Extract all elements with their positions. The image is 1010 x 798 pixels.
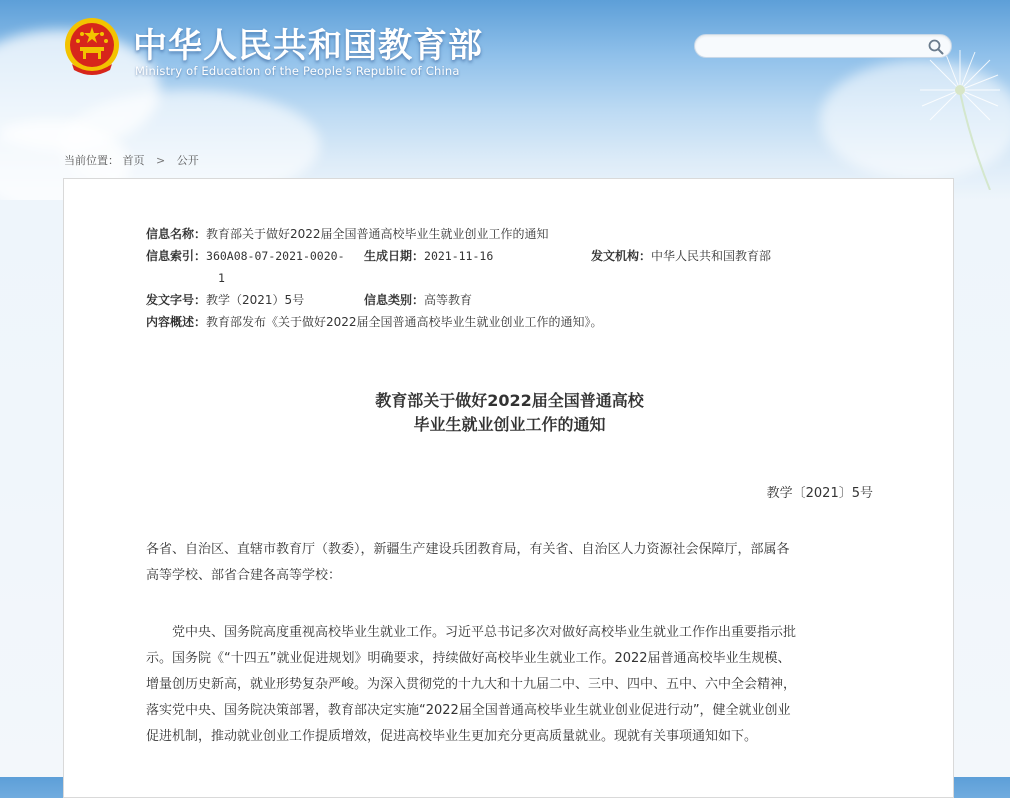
body-line: 党中央、国务院高度重视高校毕业生就业工作。习近平总书记多次对做好高校毕业生就业工作作出重要指示批 [146,625,797,640]
breadcrumb-label: 当前位置： [64,154,119,167]
info-table [146,223,846,333]
search-box [694,34,952,58]
info-docno-value: 教学（2021）5号 [206,293,305,307]
dandelion-decoration [890,40,1010,190]
search-input[interactable] [705,37,919,57]
info-category-value: 高等教育 [424,293,473,307]
body-line: 增量创历史新高，就业形势复杂严峻。为深入贯彻党的十九大和十九届二中、三中、四中、五中、六中全会精神， [146,677,797,692]
content-panel [63,178,954,798]
search-icon[interactable] [927,38,945,56]
info-category-label: 信息类别： [364,293,425,307]
site-subtitle: Ministry of Education of the People's Republic of China [135,64,460,78]
site-title: 中华人民共和国教育部 [133,26,483,66]
info-org-label: 发文机构： [591,249,652,263]
document-number: 教学〔2021〕5号 [766,486,873,501]
document-title-line2: 毕业生就业创业工作的通知 [413,415,606,434]
info-org-value: 中华人民共和国教育部 [651,249,772,263]
breadcrumb-separator: > [156,154,166,167]
info-summary-value: 教育部发布《关于做好2022届全国普通高校毕业生就业创业工作的通知》。 [206,315,603,329]
salutation [146,537,874,589]
breadcrumb [64,152,199,168]
body-line: 示。国务院《“十四五”就业促进规划》明确要求，持续做好高校毕业生就业工作。2022届普通高校毕业生规模、 [146,651,791,666]
document-title [64,389,955,437]
info-index-value: 360A08-07-2021-0020- [206,249,345,263]
document-title-line1: 教育部关于做好2022届全国普通高校 [375,391,644,410]
body-line: 促进机制，推动就业创业工作提质增效，促进高校毕业生更加充分更高质量就业。现就有关事项通知如下。 [146,729,758,744]
info-date-label: 生成日期： [364,249,425,263]
national-emblem-icon [62,16,122,78]
info-index-value-cont: 1 [218,271,225,285]
info-index-label: 信息索引： [146,249,207,263]
info-name-value: 教育部关于做好2022届全国普通高校毕业生就业创业工作的通知 [206,227,549,241]
salutation-line: 高等学校、部省合建各高等学校： [146,568,342,583]
info-docno-label: 发文字号： [146,293,207,307]
breadcrumb-public[interactable]: 公开 [176,154,199,167]
body-line: 落实党中央、国务院决策部署，教育部决定实施“2022届全国普通高校毕业生就业创业促进行动”，健全就业创业 [146,703,791,718]
info-name-label: 信息名称： [146,227,207,241]
info-summary-label: 内容概述： [146,315,207,329]
body-paragraph [146,620,874,750]
salutation-line: 各省、自治区、直辖市教育厅（教委），新疆生产建设兵团教育局，有关省、自治区人力资源社会保障厅，部属各 [146,542,790,557]
breadcrumb-home[interactable]: 首页 [122,154,145,167]
info-date-value: 2021-11-16 [424,249,494,263]
